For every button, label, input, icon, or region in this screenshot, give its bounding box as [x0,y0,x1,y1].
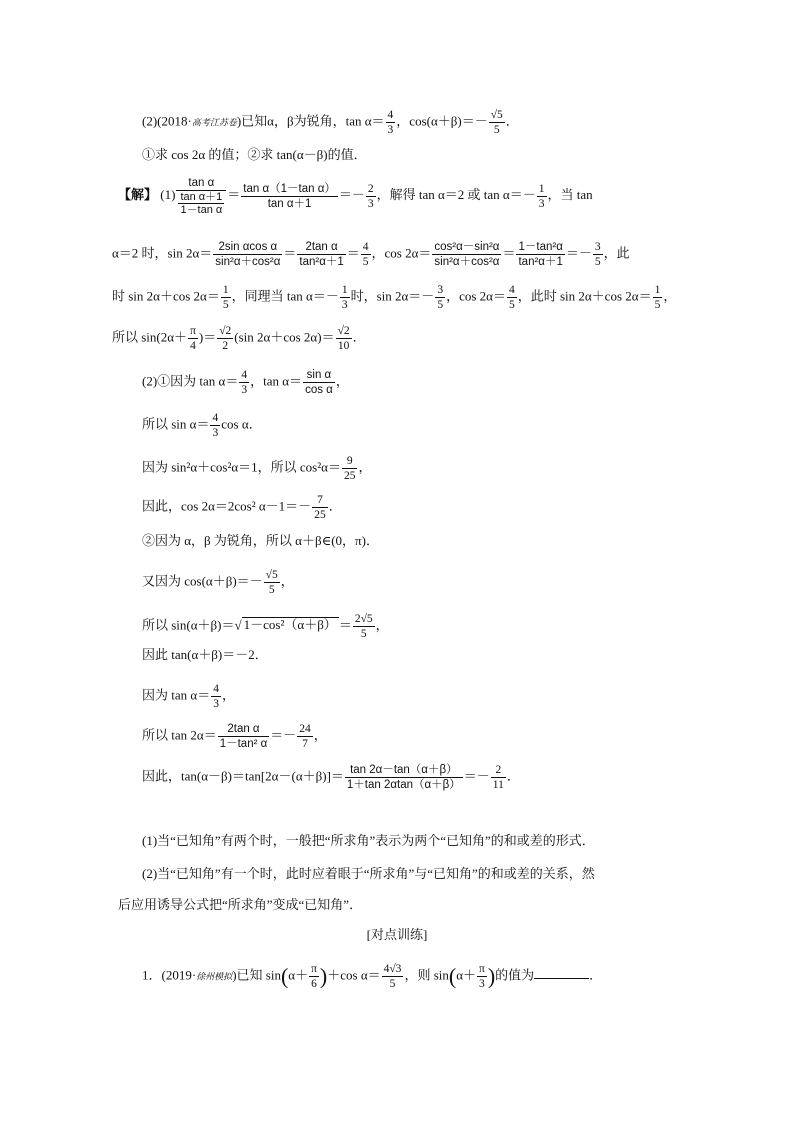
problem-source: 高考江苏卷 [191,117,237,128]
solution-line-3: 时 sin 2α＋cos 2α＝ $\frac{1}{5}$ ，同理当 tan α＝－ $\frac{1}{3}$ 时，sin 2α＝－ $\frac{3}{5}$ ，cos 2α＝ $\frac{4}{5}$ ，此时 sin 2α＋cos 2α＝ $\frac{1}{5}$ ， [112,284,677,311]
fraction: $\frac{\text{2tan α}}{\text{tan²α＋1}}$ [299,241,344,268]
fraction: $\frac{4√3}{5}$ [383,963,402,990]
fraction: $\frac{4}{5}$ [362,241,369,268]
step-2: 所以 sin α＝ $\frac{4}{3}$ cos α． [142,412,262,439]
fraction: $\frac{24}{7}$ [299,723,311,750]
fraction: $\frac{\text{1－tan²α}}{\text{tan²α＋1}}$ [518,241,563,268]
fraction: $\frac{1}{5}$ [222,284,229,311]
step-1: (2)①因为 tan α＝ $\frac{4}{3}$ ，tan α＝ $\frac{\text{sin α}}{\text{cos α}}$ ， [142,369,349,396]
fraction: $\frac{\text{cos²α－sin²α}}{\text{sin²α＋cos²α}}$ [434,241,500,268]
fraction: $\frac{1}{5}$ [654,284,661,311]
fraction: $\frac{4}{3}$ [241,369,248,396]
fraction: $\frac{3}{5}$ [437,284,444,311]
solution-label: 【解】 [118,186,158,202]
fraction: $\frac{√2}{10}$ [337,325,350,352]
fraction: $\frac{1}{3}$ [341,284,348,311]
step-6: 又因为 cos(α＋β)＝－ $\frac{√5}{5}$ ， [142,569,294,596]
question-source: 徐州模拟 [196,971,233,982]
square-root: 1－cos²（α＋β） [243,617,337,633]
solution-line-4: 所以 sin(2α＋ $\frac{\pi}{4}$ )＝ $\frac{√2}{2}$ (sin 2α＋cos 2α)＝ $\frac{√2}{10}$ ． [112,325,366,352]
step-11: 因此，tan(α－β)＝tan[2α－(α＋β)]＝ $\frac{\tan 2\alpha-\tan(\alpha+\beta)}{1+\tan 2\alpha\tan(\alpha+\beta)}$ ＝－ $\frac{2}{11}$ ． [142,764,520,791]
problem-statement: (2)(2018·高考江苏卷)已知α，β为锐角，tan α＝ $\frac{4}{3}$ ，cos(α＋β)＝－ $\frac{√5}{5}$ ． [142,109,519,136]
solution-line-1: 【解】 (1) $\frac{\text{tan α}}{\frac{\text{tan α＋1}}{\text{1－tan α}}}$ ＝ $\frac{\text{tan α（1－tan α）}}{\text{tan α＋1}}$ ＝－ $\frac{2}{3}$ ，解得 tan α＝2 或 tan α＝－ $\frac{1}{3}$ ，当 tan [118,177,593,216]
step-10: 所以 tan 2α＝ $\frac{\text{2tan α}}{\text{1－tan² α}}$ ＝－ $\frac{24}{7}$ ， [142,723,327,750]
fraction: $\frac{√2}{2}$ [219,325,232,352]
fraction: $\frac{√5}{5}$ [265,569,278,596]
fraction: $\frac{7}{25}$ [314,494,326,521]
fraction: $\frac{√5}{5}$ [490,109,503,136]
step-7: 所以 sin(α＋β)＝√ 1－cos²（α＋β） ＝ $\frac{2√5}{5}$ ， [142,613,389,640]
step-9: 因为 tan α＝ $\frac{4}{3}$ ， [142,683,235,710]
fraction: $\frac{2}{3}$ [367,182,374,210]
fraction: $\frac{\pi}{6}$ [311,963,317,990]
training-heading: [对点训练] [366,927,428,942]
fraction: $\frac{\text{2sin αcos α}}{\text{sin²α＋cos²α}}$ [215,241,281,268]
step-3: 因为 sin²α＋cos²α＝1，所以 cos²α＝ $\frac{9}{25}$ ， [142,455,372,482]
fraction: $\frac{4}{3}$ [212,412,219,439]
fraction: $\frac{\text{sin α}}{\text{cos α}}$ [305,369,333,396]
fraction: $\frac{1}{3}$ [538,182,545,210]
solution-line-2: α＝2 时，sin 2α＝ $\frac{\text{2sin αcos α}}{\text{sin²α＋cos²α}}$ ＝ $\frac{\text{2tan α}}{\text{tan²α＋1}}$ ＝ $\frac{4}{5}$ ，cos 2α＝ $\frac{\text{cos²α－sin²α}}{\text{sin²α＋cos²α}}$ ＝ $\frac{\text{1－tan²α}}{\text{tan²α＋1}}$ ＝－ $\frac{3}{5}$ ，此 [112,241,630,268]
fraction: $\frac{\text{2tan α}}{\text{1－tan² α}}$ [219,723,268,750]
fraction: $\frac{\pi}{4}$ [190,325,196,352]
fraction: $\frac{3}{5}$ [594,241,601,268]
note-2: (2)当“已知角”有一个时，此时应着眼于“所求角”与“已知角”的和或差的关系，然 [142,866,595,881]
note-1: (1)当“已知角”有两个时，一般把“所求角”表示为两个“已知角”的和或差的形式． [142,833,595,848]
fraction: $\frac{\tan 2\alpha-\tan(\alpha+\beta)}{1+\tan 2\alpha\tan(\alpha+\beta)}$ [346,764,461,791]
fraction: $\frac{\pi}{3}$ [479,963,485,990]
fraction: $\frac{4}{3}$ [213,683,219,710]
fraction: $\frac{4}{5}$ [508,284,515,311]
note-3: 后应用诱导公式把“所求角”变成“已知角”． [118,897,363,912]
training-question-1: 1．(2019·徐州模拟)已知 sin(α＋ $\frac{\pi}{6}$ )＋cos α＝ $\frac{4√3}{5}$ ，则 sin(α＋ $\frac{\pi}{3}$ )的值为 ． [142,963,603,990]
complex-fraction: $\frac{\text{tan α}}{\frac{\text{tan α＋1}}{\text{1－tan α}}}$ [176,176,226,216]
fraction: $\frac{9}{25}$ [343,455,356,482]
step-4: 因此，cos 2α＝2cos² α－1＝－ $\frac{7}{25}$ ． [142,494,342,521]
fraction: $\frac{2}{11}$ [492,764,504,791]
fraction: $\frac{2√5}{5}$ [354,613,373,640]
fraction: $\frac{\text{tan α（1－tan α）}}{\text{tan α＋1}}$ [243,182,336,210]
answer-blank[interactable] [534,966,589,979]
step-5: ②因为 α，β 为锐角，所以 α＋β∈(0，π)． [142,533,379,548]
problem-ask: ①求 cos 2α 的值；②求 tan(α－β)的值． [142,147,367,162]
step-8: 因此 tan(α＋β)＝－2． [142,647,268,662]
fraction: $\frac{4}{3}$ [387,109,394,136]
